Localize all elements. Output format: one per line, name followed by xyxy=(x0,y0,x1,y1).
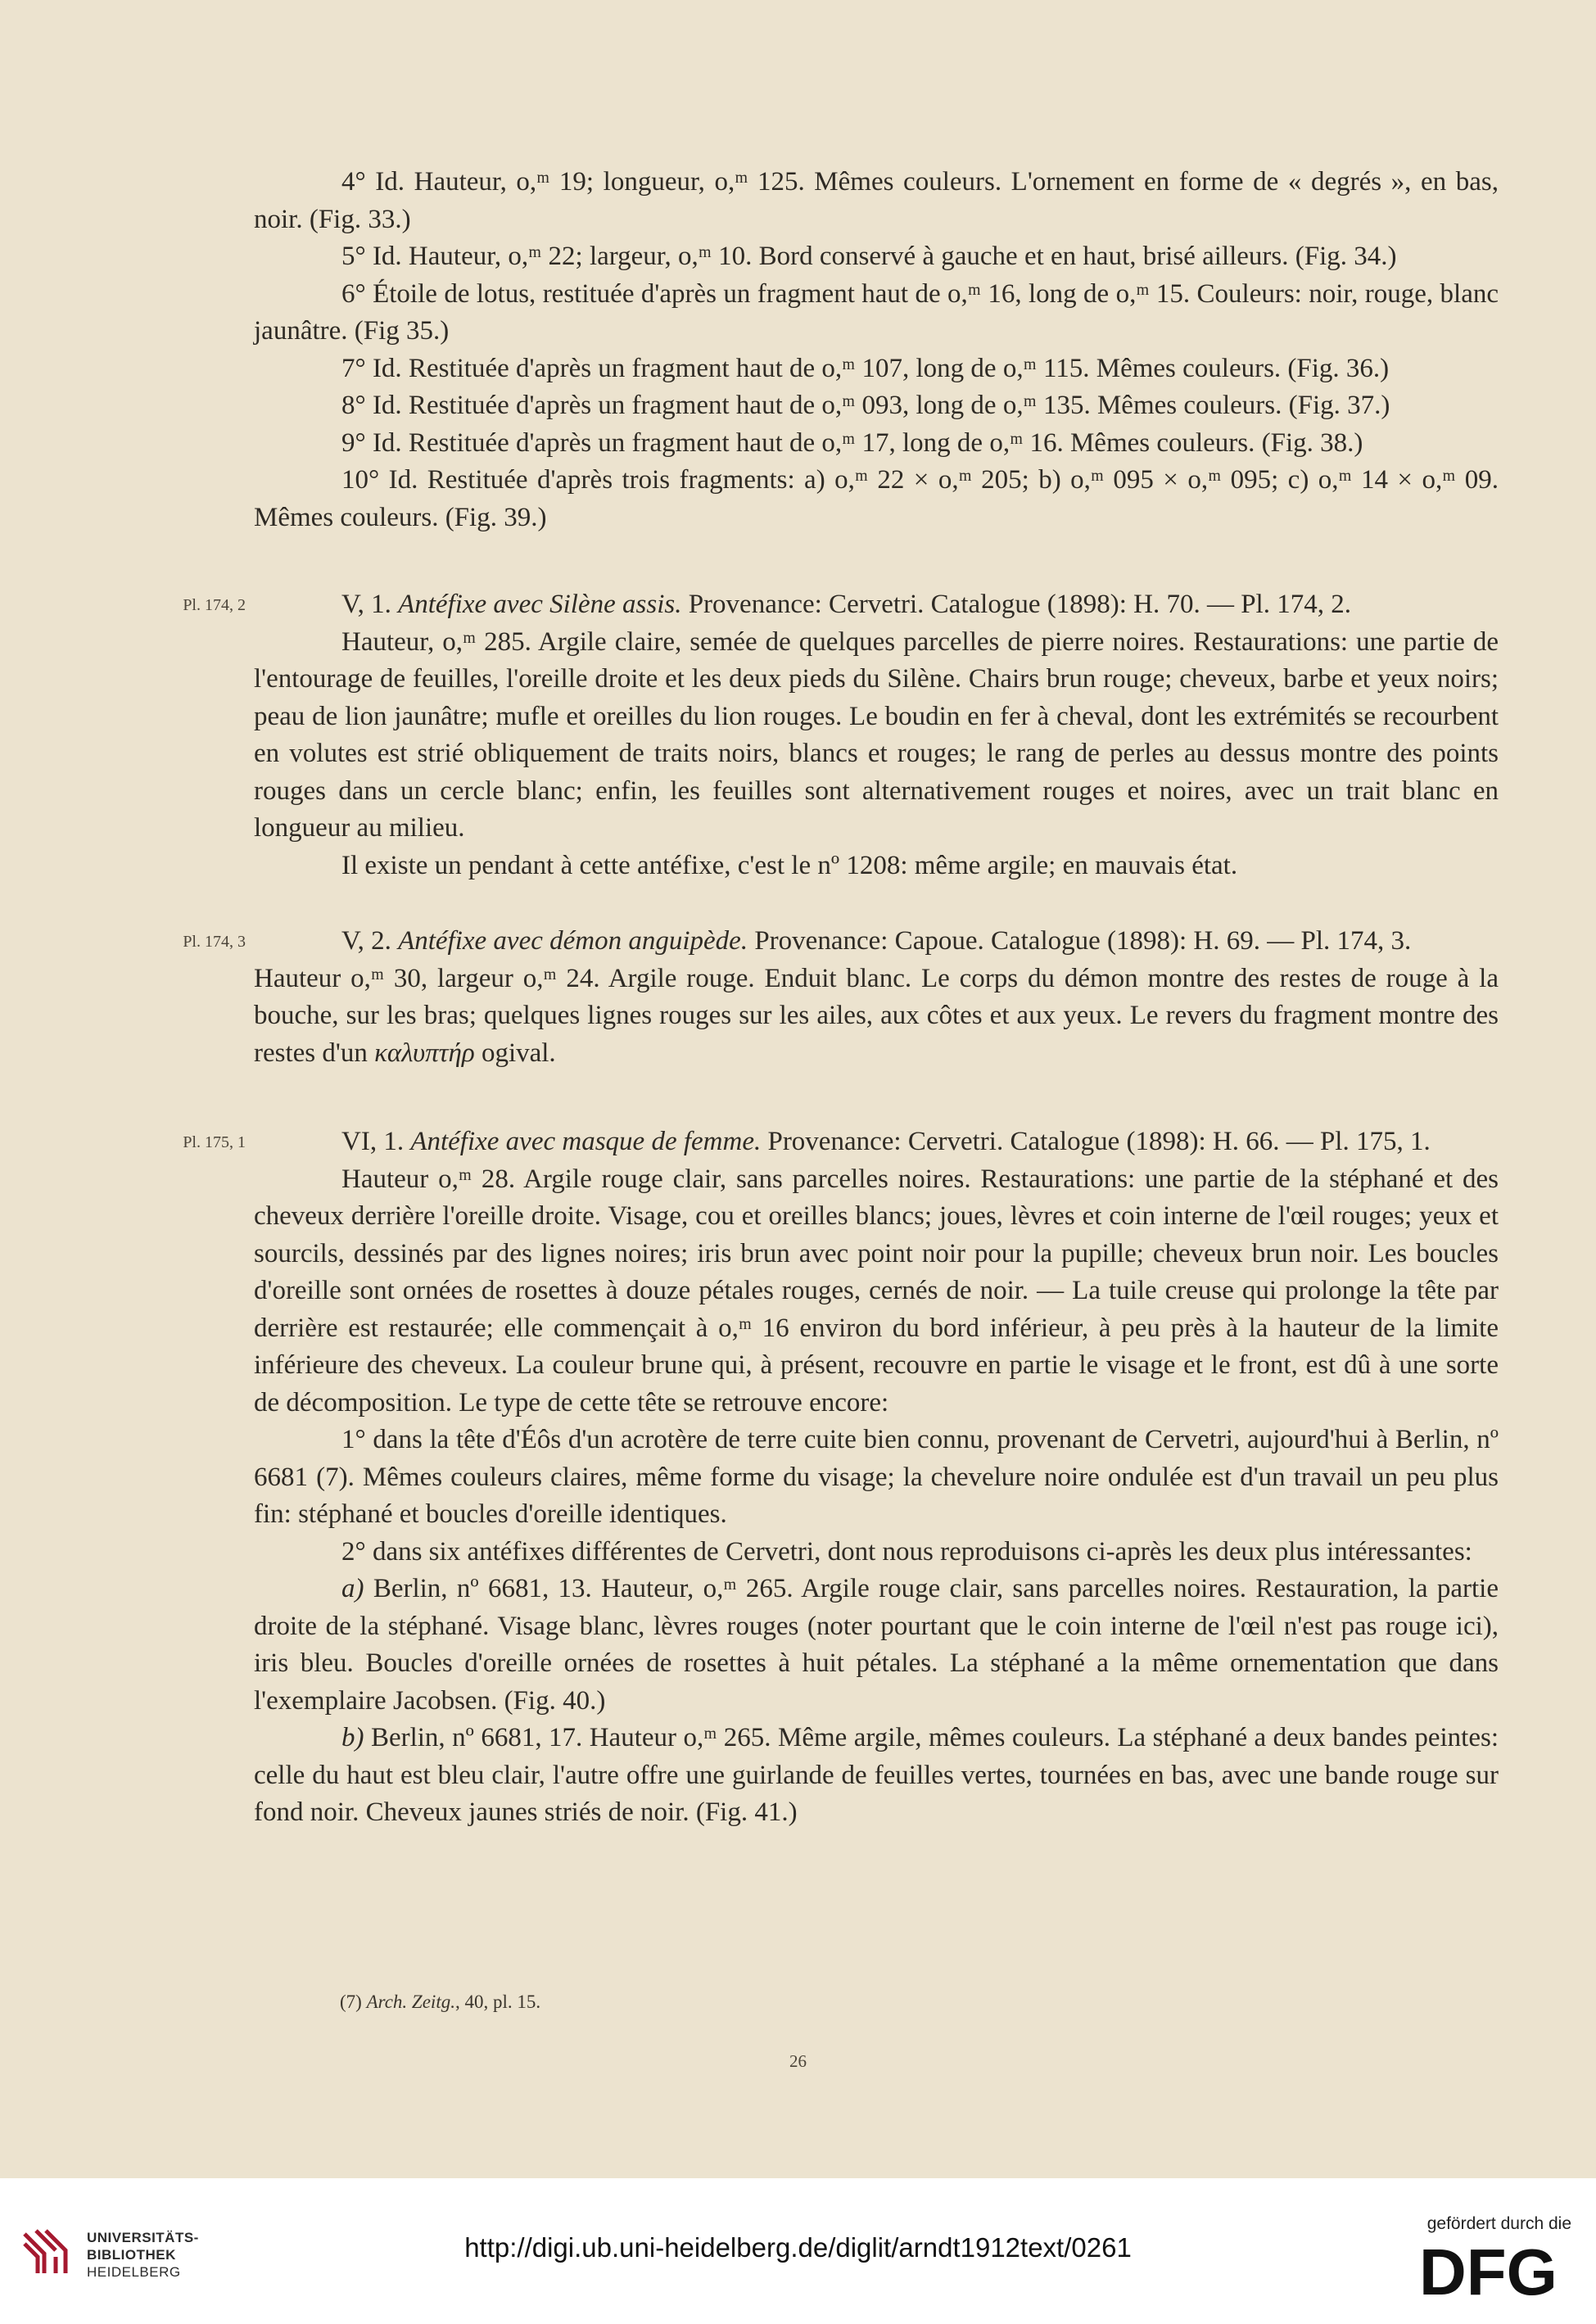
margin-plate-ref: Pl. 174, 3 xyxy=(183,933,246,951)
entry-provenance: Provenance: Cervetri. Catalogue (1898): H. 70. — Pl. 174, 2. xyxy=(688,590,1351,619)
entry-description-text: Hauteur o,ᵐ 30, largeur o,ᵐ 24. Argile rouge. Enduit blanc. Le corps du démon montre des restes de rouge à la bouche, sur les bras; quelques lignes rouges sur les ailes, aux côtes et aux yeux. Le revers du fragment montre des restes d'un xyxy=(254,963,1499,1068)
example-b xyxy=(254,1720,1499,1832)
page-number: 26 xyxy=(789,2051,807,2071)
paragraph-item-4: 4° Id. Hauteur, o,ᵐ 19; longueur, o,ᵐ 125. Mêmes couleurs. L'ornement en forme de « degrés », en bas, noir. (Fig. 33.) xyxy=(254,167,1499,234)
example-b-text: Berlin, nº 6681, 17. Hauteur o,ᵐ 265. Même argile, mêmes couleurs. La stéphané a deux bandes peintes: celle du haut est bleu clair, l'autre offre une guirlande de feuilles vertes, tournées en bas, avec une bande rouge sur fond noir. Cheveux jaunes striés de noir. (Fig. 41.) xyxy=(254,1723,1499,1827)
entry-note: Il existe un pendant à cette antéfixe, c'est le nº 1208: même argile; en mauvais état. xyxy=(341,850,1238,880)
entry-title: Antéfixe avec démon anguipède. xyxy=(398,926,748,956)
example-a-label: a) xyxy=(341,1574,364,1603)
entry-description: Hauteur, o,ᵐ 285. Argile claire, semée de quelques parcelles de pierre noires. Restaurations: une partie de l'entourage de feuilles, l'oreille droite et les deux pieds du Silène. Chairs brun rouge; cheveux, barbe et yeux noirs; peau de lion jaunâtre; mufle et oreilles du lion rouges. Le boudin en fer à cheval, dont les extrémités se recourbent en volutes est strié obliquement de traits noirs, blancs et rouges; le rang de perles au dessus montre des points rouges dans un cercle blanc; enfin, les feuilles sont alternativement rouges et noires, avec un trait blanc en longueur au milieu. xyxy=(254,626,1499,843)
entry-provenance: Provenance: Capoue. Catalogue (1898): H. 69. — Pl. 174, 3. xyxy=(754,926,1412,956)
entry-female-mask xyxy=(254,1124,1499,1832)
margin-plate-ref: Pl. 175, 1 xyxy=(183,1133,246,1151)
footnote-source: Arch. Zeitg. xyxy=(366,1992,455,2012)
entry-provenance: Provenance: Cervetri. Catalogue (1898): H. 66. — Pl. 175, 1. xyxy=(767,1127,1431,1156)
digitization-footer xyxy=(0,2178,1596,2324)
entry-number: V, 1. xyxy=(341,590,391,619)
funding-label: gefördert durch die xyxy=(1426,2214,1571,2233)
margin-plate-ref: Pl. 174, 2 xyxy=(183,596,246,614)
dfg-logo-text: DFG xyxy=(1419,2240,1558,2303)
entry-number: VI, 1. xyxy=(341,1127,405,1156)
entry-description xyxy=(254,961,1499,1073)
paragraph-item-9: 9° Id. Restituée d'après un fragment haut de o,ᵐ 17, long de o,ᵐ 16. Mêmes couleurs. (Fig. 38.) xyxy=(341,427,1363,458)
paragraph-item-6: 6° Étoile de lotus, restituée d'après un fragment haut de o,ᵐ 16, long de o,ᵐ 15. Couleurs: noir, rouge, blanc jaunâtre. (Fig 35.) xyxy=(254,278,1499,346)
library-name-line: BIBLIOTHEK xyxy=(87,2247,176,2263)
example-b-label: b) xyxy=(341,1723,364,1752)
text-block-top xyxy=(254,164,1499,536)
paragraph-item-10: 10° Id. Restituée d'après trois fragments: a) o,ᵐ 22 × o,ᵐ 205; b) o,ᵐ 095 × o,ᵐ 095; c) o,ᵐ 14 × o,ᵐ 09. Mêmes couleurs. (Fig. 39.) xyxy=(254,465,1499,532)
paragraph-item-8: 8° Id. Restituée d'après un fragment haut de o,ᵐ 093, long de o,ᵐ 135. Mêmes couleurs. (Fig. 37.) xyxy=(341,391,1390,420)
footnote-rest: , 40, pl. 15. xyxy=(454,1992,541,2012)
permalink[interactable]: http://digi.ub.uni-heidelberg.de/diglit/arndt1912text/0261 xyxy=(464,2232,1132,2263)
entry-demon xyxy=(254,923,1499,1072)
entry-title: Antéfixe avec Silène assis. xyxy=(398,590,682,619)
comparison-2: 2° dans six antéfixes différentes de Cervetri, dont nous reproduisons ci-après les deux plus intéressantes: xyxy=(341,1536,1472,1567)
entry-number: V, 2. xyxy=(341,926,391,956)
example-a xyxy=(254,1571,1499,1720)
library-name-line: HEIDELBERG xyxy=(87,2264,181,2280)
greek-word: καλυπτήρ xyxy=(374,1038,475,1068)
paragraph-item-5: 5° Id. Hauteur, o,ᵐ 22; largeur, o,ᵐ 10. Bord conservé à gauche et en haut, brisé ailleurs. (Fig. 34.) xyxy=(341,242,1397,271)
comparison-1: 1° dans la tête d'Éôs d'un acrotère de terre cuite bien connu, provenant de Cervetri, aujourd'hui à Berlin, nº 6681 (7). Mêmes couleurs claires, même forme du visage; la chevelure noire ondulée est d'un travail un peu plus fin: stéphané et boucles d'oreille identiques. xyxy=(254,1425,1499,1529)
entry-description: Hauteur o,ᵐ 28. Argile rouge clair, sans parcelles noires. Restaurations: une partie de la stéphané et des cheveux derrière l'oreille droite. Visage, cou et oreilles blancs; joues, lèvres et coin interne de l'œil rouges; yeux et sourcils, dessinés par des lignes noires; iris brun avec point noir pour la pupille; cheveux brun noir. Les boucles d'oreille sont ornées de rosettes à douze pétales rouges, cernés de noir. — La tuile creuse qui prolonge la tête par derrière est restaurée; elle commençait à o,ᵐ 16 environ du bord inférieur, à peu près à la hauteur de la limite inférieure des cheveux. La couleur brune qui, à présent, recouvre en partie le visage et le front, est dû à une sorte de décomposition. Le type de cette tête se retrouve encore: xyxy=(254,1164,1499,1417)
example-a-text: Berlin, nº 6681, 13. Hauteur, o,ᵐ 265. Argile rouge clair, sans parcelles noires. Restauration, la partie droite de la stéphané. Visage blanc, lèvres rouges (noter pourtant que le coin interne de l'œil n'est pas rouge ici), iris bleu. Boucles d'oreille ornées de rosettes à huit pétales. La stéphané a la même ornementation que dans l'exemplaire Jacobsen. (Fig. 40.) xyxy=(254,1574,1499,1716)
dfg-logo-icon xyxy=(1419,2240,1575,2303)
footnote xyxy=(340,1992,540,2013)
library-name-line: UNIVERSITÄTS- xyxy=(87,2230,199,2245)
entry-title: Antéfixe avec masque de femme. xyxy=(410,1127,762,1156)
footnote-number: (7) xyxy=(340,1992,362,2012)
entry-silene xyxy=(254,586,1499,884)
entry-description-end: ogival. xyxy=(481,1038,556,1068)
paragraph-item-7: 7° Id. Restituée d'après un fragment haut de o,ᵐ 107, long de o,ᵐ 115. Mêmes couleurs. (Fig. 36.) xyxy=(341,353,1390,383)
